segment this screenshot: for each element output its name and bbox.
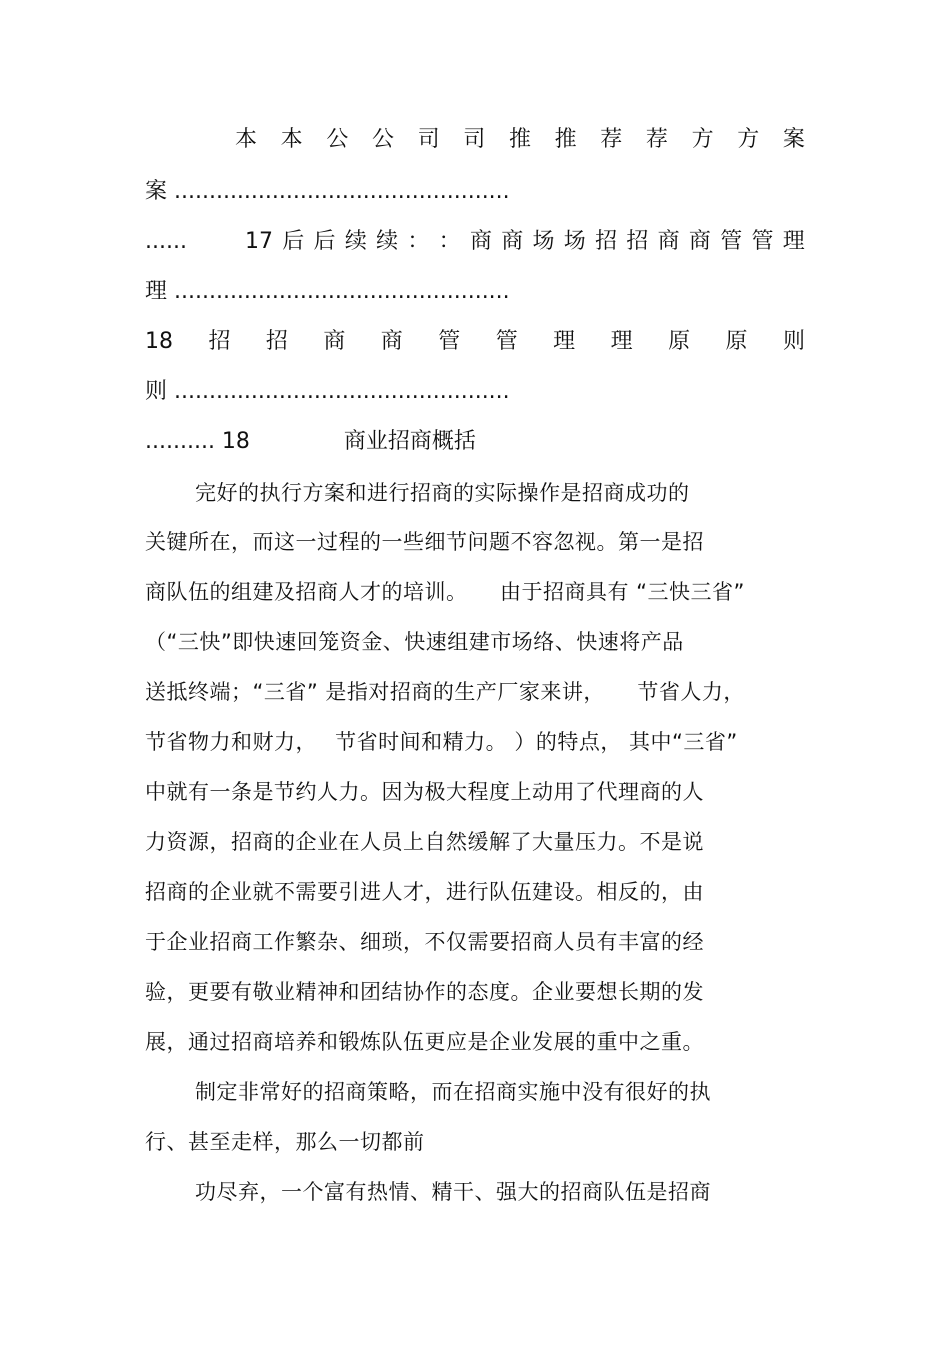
toc-char: 司 [463, 127, 486, 152]
paragraph-line: 于企业招商工作繁杂、细琐，不仅需要招商人员有丰富的经 [145, 930, 704, 954]
toc-char: 商 [380, 329, 403, 354]
paragraph-line: 展，通过招商培养和锻炼队伍更应是企业发展的重中之重。 [145, 1030, 704, 1054]
toc-char: 招 [595, 229, 618, 254]
toc-char: 商 [501, 229, 524, 254]
toc-char: 荐 [645, 127, 668, 152]
toc-char: 场 [532, 229, 555, 254]
toc-char: 司 [417, 127, 440, 152]
toc-leader: ...... [145, 229, 187, 254]
paragraph-line: 商队伍的组建及招商人才的培训。 由于招商具有 “三快三省” [145, 580, 745, 604]
toc-line-7 [145, 427, 476, 457]
toc-char: 管 [495, 329, 518, 354]
toc-char: 原 [668, 329, 691, 354]
paragraph-line: 完好的执行方案和进行招商的实际操作是招商成功的 [195, 481, 690, 505]
toc-char: 招 [208, 329, 231, 354]
paragraph-line: 功尽弃，一个富有热情、精干、强大的招商队伍是招商 [195, 1180, 711, 1204]
toc-char: 理 [782, 229, 805, 254]
toc-char: 续 [344, 229, 367, 254]
toc-char: 原 [725, 329, 748, 354]
toc-line-1 [235, 125, 805, 155]
toc-char: 续 [376, 229, 399, 254]
toc-char: 商 [657, 229, 680, 254]
toc-char: ： [438, 229, 461, 254]
paragraph-line: 力资源，招商的企业在人员上自然缓解了大量压力。不是说 [145, 830, 704, 854]
toc-page-number: 17 [245, 229, 273, 254]
toc-char: 场 [563, 229, 586, 254]
toc-char: 则 [782, 329, 805, 354]
paragraph-line: （“三快”即快速回笼资金、快速组建市场络、快速将产品 [145, 630, 684, 654]
toc-line-5 [145, 327, 805, 357]
toc-char: 荐 [600, 127, 623, 152]
paragraph-line: 制定非常好的招商策略，而在招商实施中没有很好的执 [195, 1080, 711, 1104]
toc-char: 本 [235, 127, 258, 152]
toc-char: 方 [737, 127, 760, 152]
toc-char: 公 [326, 127, 349, 152]
paragraph-line: 招商的企业就不需要引进人才，进行队伍建设。相反的，由 [145, 880, 704, 904]
toc-char: 公 [371, 127, 394, 152]
toc-char: 方 [691, 127, 714, 152]
toc-line-4: 理 ................................................ [145, 279, 510, 304]
paragraph-line: 节省物力和财力， 节省时间和精力。 ）的特点， 其中“三省” [145, 730, 738, 754]
toc-char: 推 [508, 127, 531, 152]
toc-char: 理 [553, 329, 576, 354]
paragraph-line: 中就有一条是节约人力。因为极大程度上动用了代理商的人 [145, 780, 704, 804]
toc-char: 后 [313, 229, 336, 254]
toc-char: 案 [782, 127, 805, 152]
toc-char: 商 [688, 229, 711, 254]
paragraph-line: 关键所在，而这一过程的一些细节问题不容忽视。第一是招 [145, 530, 704, 554]
toc-char: 招 [265, 329, 288, 354]
toc-char: 管 [438, 329, 461, 354]
toc-char: 商 [323, 329, 346, 354]
toc-char: 管 [720, 229, 743, 254]
toc-leader: .......... 18 [145, 429, 250, 454]
paragraph-line: 送抵终端；“三省” 是指对招商的生产厂家来讲， 节省人力， [145, 680, 745, 704]
toc-line-3 [145, 227, 805, 257]
toc-line-2: 案 ................................................ [145, 179, 510, 204]
toc-char: 商 [469, 229, 492, 254]
toc-char: 推 [554, 127, 577, 152]
toc-char: 理 [610, 329, 633, 354]
toc-char: 本 [280, 127, 303, 152]
paragraph-line: 验，更要有敬业精神和团结协作的态度。企业要想长期的发 [145, 980, 704, 1004]
toc-char: 招 [626, 229, 649, 254]
toc-page-number: 18 [145, 329, 173, 354]
section-heading: 商业招商概括 [343, 429, 476, 454]
toc-char: ： [407, 229, 430, 254]
toc-char: 管 [751, 229, 774, 254]
toc-char: 后 [282, 229, 305, 254]
toc-line-6: 则 ................................................ [145, 379, 510, 404]
paragraph-line: 行、甚至走样，那么一切都前 [145, 1130, 425, 1154]
